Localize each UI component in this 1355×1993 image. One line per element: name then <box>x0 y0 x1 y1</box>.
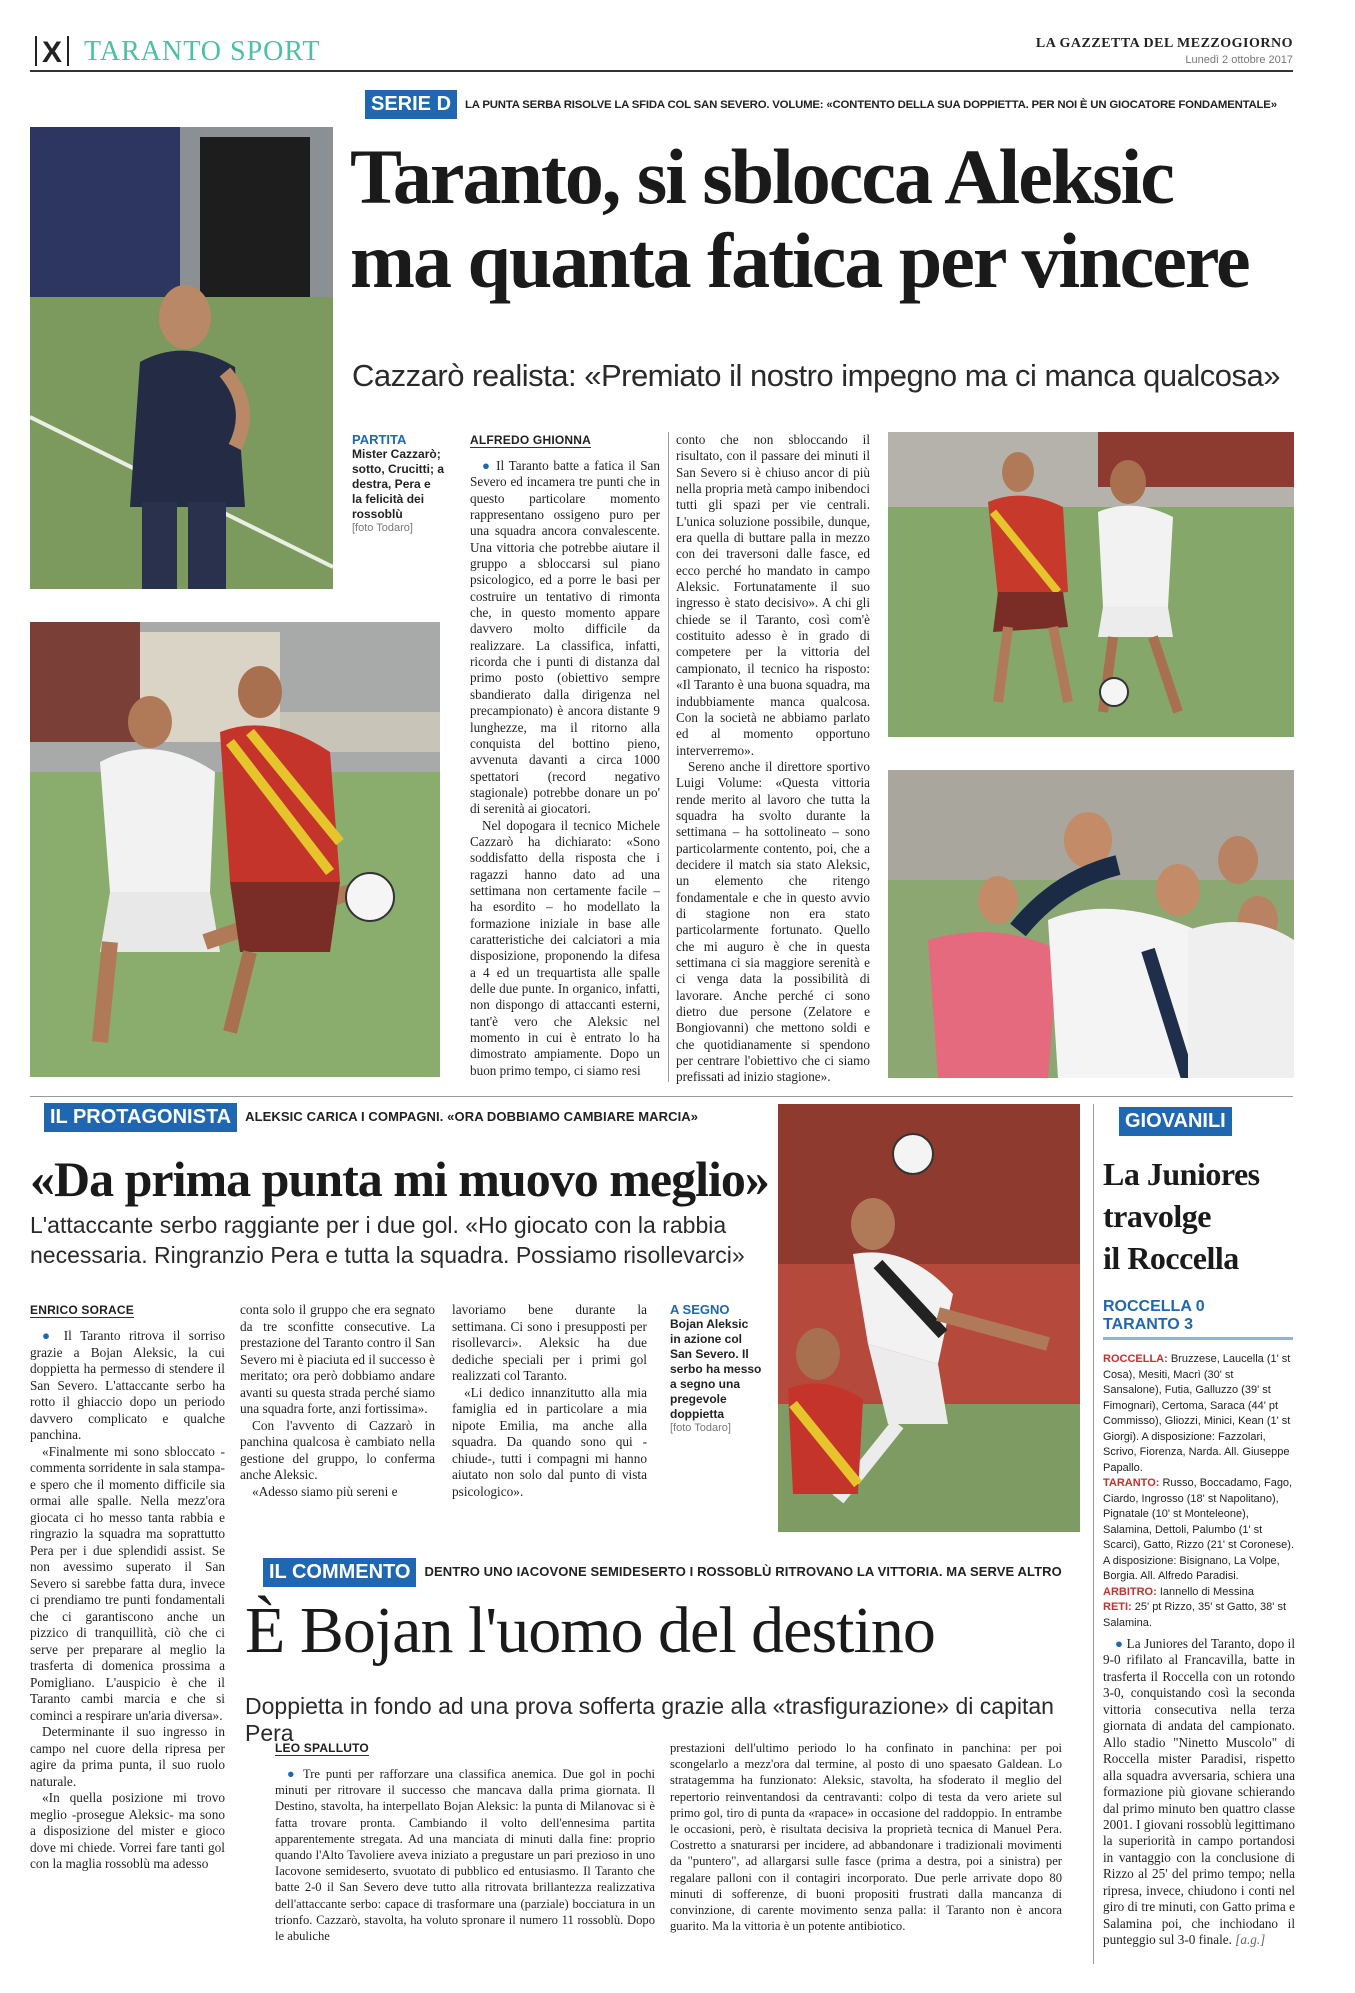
section-divider <box>30 1096 1293 1097</box>
main-kicker-row <box>365 90 1295 119</box>
giovanili-headline-line: La Juniores <box>1103 1156 1260 1192</box>
lineup-roccella <box>1103 1352 1295 1476</box>
protagonista-paragraph: Il Taranto ritrova il sorriso grazie a Bojan Aleksic, la cui doppietta ha permesso di stendere il San Severo. L'attaccante serbo ha rotto il ghiaccio dopo un periodo davvero complicato e qualche panchina. <box>30 1328 225 1442</box>
commento-kicker: DENTRO UNO IACOVONE SEMIDESERTO I ROSSOBLÙ RITROVANO LA VITTORIA. MA SERVE ALTRO <box>424 1564 1062 1579</box>
giovanili-headline-line: il Roccella <box>1103 1240 1239 1276</box>
main-paragraph: Sereno anche il direttore sportivo Luigi Volume: «Questa vittoria rende merito al lavoro che tutta la squadra ha svolto durante la settimana – ha sottolineato – sono particolarmente contento, poi, che a decidere il match sia stato Aleksic, un elemento che ritengo fondamentale e che in questo avvio di stagione non era stato particolarmente fortunato. Quello che mi auguro è che in questa settimana ci sia maggiore serenità e ci venga data la possibilità di lavorare. Anche perché ci sono dietro due persone (Zelatore e Bongiovanni) che mettono soldi e che quotidianamente si spendono per centrare l'obiettivo che ci siamo prefissati ad inizio stagione». <box>676 758 870 1085</box>
goals <box>1103 1600 1295 1631</box>
giovanili-paragraph: La Juniores del Taranto, dopo il 9-0 rifilato al Francavilla, batte in trasferta il Roccella con un rotondo 3-0, conquistando così la seconda vittoria consecutiva nella terza giornata di andata del campionato. Allo stadio "Ninetto Muscolo" di Roccella mister Paradisi, rispetto alla squadra avversaria, schiera una formazione più giovane schierando dal primo minuto ben quattro classe 2001. I giovani rossoblù legittimano la superiorità in campo portandosi in vantaggio con la conclusione di Rizzo al 25' del primo tempo; nella ripresa, invece, chiudono i conti nel giro di tre minuti, con Gatto prima e Salamina poi, che inchiodano il punteggio sul 3-0 finale. <box>1103 1636 1295 1948</box>
commento-column-1: LEO SPALLUTO ● Tre punti per rafforzare una classifica anemica. Due gol in pochi minuti per ritrovare il successo che mancava dalla prima giornata. Il Destino, stavolta, ha interpellato Bojan Aleksic: la punta di Milanovac si è fatta trovare pronta. Cambiando il volto dell'ennesima partita apparentemente stregata. Ad una manciata di minuti dalla fine: proprio quando l'Alto Tavoliere aveva iniziato a pregustare un pari prezioso in uno Iacovone semideserto, svuotato di pubblico ed entusiasmo. Il Taranto che batte 2-0 il San Severo deve tutto alla ritrovata brillantezza realizzativa dell'attaccante serbo: capace di trasformare una (parziale) bocciatura in un trionfo. Cazzarò, stavolta, ha voluto spronare il numero 11 rossoblù. Dopo le abuliche <box>275 1741 655 1944</box>
column-divider <box>668 432 669 1082</box>
section-number: X <box>30 36 74 70</box>
protagonista-column-1: ENRICO SORACE ● Il Taranto ritrova il sorriso grazie a Bojan Aleksic, la cui doppietta ha permesso di stendere il San Severo. L'attaccante serbo ha rotto il ghiaccio dopo un periodo davvero complicato e qualche panchina. «Finalmente mi sono sbloccato -commenta sorridente in sala stampa- e spero che il momento difficile sia ormai alle spalle. Nella mezz'ora giocata ci ho messo tanta rabbia e ringrazio la squadra ma soprattutto Pera per i due splendidi assist. Se non avessimo superato il San Severo si sarebbe fatta dura, invece ci prendiamo tre punti fondamentali che ci garantiscono anche un pizzico di tranquillità, ciò che ci serve per preparare al meglio la trasferta di domenica prossima a Pomigliano. L'auspicio è che il Taranto cambi marcia e che si cominci a respirare un'aria diversa». Determinante il suo ingresso in campo nel cuore della ripresa per agire da prima punta, il suo ruolo naturale. «In quella posizione mi trovo meglio -prosegue Aleksic- ma sono a disposizione del mister e gioco dove mi chiede. Vorrei fare tanti gol con la maglia rossoblù ma adesso <box>30 1303 225 1871</box>
protagonista-paragraph: lavoriamo bene durante la settimana. Ci sono i presupposti per risollevarci». Aleksic ha due dediche speciali per i primi gol realizzati col Taranto. <box>452 1302 647 1383</box>
protagonista-paragraph: conta solo il gruppo che era segnato da tre sconfitte consecutive. La prestazione del Taranto contro il San Severo mi è piaciuta ed il successo è meritato; ora però dobbiamo andare avanti su questa strada perché siamo una squadra forte, anzi fortissima». <box>240 1302 435 1416</box>
protagonista-byline: ENRICO SORACE <box>30 1303 134 1317</box>
giovanili-headline <box>1103 1153 1293 1279</box>
photo-credit: [foto Todaro] <box>670 1422 731 1434</box>
main-subheadline: Cazzarò realista: «Premiato il nostro impegno ma ci manca qualcosa» <box>352 358 1280 393</box>
section-title: TARANTO SPORT <box>84 36 321 67</box>
protagonista-kicker: ALEKSIC CARICA I COMPAGNI. «ORA DOBBIAMO CAMBIARE MARCIA» <box>245 1109 699 1124</box>
celebration-photo <box>888 770 1294 1078</box>
main-headline-line-1: Taranto, si sblocca Aleksic <box>350 133 1173 220</box>
protagonista-column-3 <box>452 1302 647 1500</box>
main-photo-caption <box>352 432 444 534</box>
main-kicker: LA PUNTA SERBA RISOLVE LA SFIDA COL SAN SEVERO. VOLUME: «CONTENTO DELLA SUA DOPPIETTA. PER NOI È UN GIOCATORE FONDAMENTALE» <box>465 99 1277 111</box>
giovanili-tag: GIOVANILI <box>1119 1107 1232 1136</box>
referee <box>1103 1585 1295 1601</box>
lineup-label: RETI: <box>1103 1601 1132 1613</box>
publication-date: Lunedì 2 ottobre 2017 <box>1185 54 1293 66</box>
caption-text: Mister Cazzarò; sotto, Crucitti; a destra, Pera e la felicità dei rossoblù <box>352 447 444 521</box>
commento-paragraph: prestazioni dell'ultimo periodo lo ha confinato in panchina: per poi scongelarlo a mezz'ora dal termine, al posto di uno spaesato Galdean. Lo stratagemma ha funzionato: Aleksic, stavolta, ha sfoderato il meglio del repertorio reinventandosi da centravanti: colpo di testa da vero ariete sul primo gol, tiro di punta da «rapace» in occasione del raddoppio. In entrambe le occasioni, però, è risultata decisiva la proprietà tecnica di Manuel Pera. Costretto a snaturarsi per incidere, ad abbandonare i tradizionali movimenti da "puntero", ad allargarsi sulle fasce (prima a destra, poi a sinistra) per regalare palloni con il contagiri incorporato. Due perle arrivate dopo 80 minuti di sofferenze, di buoni propositi frustrati dalla mancanza di convinzione, di carente movimento senza palla: il Taranto non è ancora guarito. Ma la vittoria è un potente antibiotico. <box>670 1741 1062 1934</box>
commento-tag: IL COMMENTO <box>263 1558 416 1587</box>
photo-credit: [foto Todaro] <box>352 522 413 534</box>
match-score <box>1103 1298 1293 1334</box>
protagonista-paragraph: «Finalmente mi sono sbloccato -commenta sorridente in sala stampa- e spero che il momento difficile sia ormai alle spalle. Nella mezz'ora giocata ci ho messo tanta rabbia e ringrazio la squadra ma soprattutto Pera per i due splendidi assist. Se non avessimo superato il San Severo si sarebbe fatta dura, invece ci prendiamo tre punti fondamentali che ci garantiscono anche un pizzico di tranquillità, ciò che ci serve per preparare al meglio la trasferta di domenica prossima a Pomigliano. L'auspicio è che il Taranto cambi marcia e che si cominci a respirare un'aria diversa». <box>30 1443 225 1723</box>
commento-headline: È Bojan l'uomo del destino <box>245 1594 935 1667</box>
protagonista-subheadline: L'attaccante serbo raggiante per i due gol. «Ho giocato con la rabbia necessaria. Ringranzio Pera e tutta la squadra. Possiamo risollevarci» <box>30 1212 745 1268</box>
protagonista-paragraph: «In quella posizione mi trovo meglio -prosegue Aleksic- ma sono a disposizione del mister e gioco dove mi chiede. Vorrei fare tanti gol con la maglia rossoblù ma adesso <box>30 1790 225 1871</box>
commento-paragraph: Tre punti per rafforzare una classifica anemica. Due gol in pochi minuti per ritrovare il successo che mancava dalla prima giornata. Il Destino, stavolta, ha interpellato Bojan Aleksic: la punta di Milanovac si è fatta trovare pronta. Cambiando il volto dell'ennesima partita apparentemente stregata. Ad una manciata di minuti dalla fine: proprio quando l'Alto Tavoliere aveva iniziato a pregustare un pari prezioso in uno Iacovone semideserto, svuotato di pubblico ed entusiasmo. Il Taranto che batte 2-0 il San Severo deve tutto alla ritrovata brillantezza realizzativa dell'attaccante serbo: capace di trasformare una (parziale) bocciatura in un trionfo. Cazzarò, stavolta, ha voluto spronare il numero 11 rossoblù. Dopo le abuliche <box>275 1767 655 1944</box>
match-lineups <box>1103 1352 1295 1631</box>
commento-column-2 <box>670 1740 1062 1934</box>
coach-photo <box>30 127 333 589</box>
protagonista-photo-caption <box>670 1302 762 1434</box>
main-headline-line-2: ma quanta fatica per vincere <box>350 217 1249 304</box>
main-headline <box>350 135 1290 303</box>
giovanili-article: ● La Juniores del Taranto, dopo il 9-0 rifilato al Francavilla, batte in trasferta il Roccella con un rotondo 3-0, conquistando così la seconda vittoria consecutiva nella terza giornata di andata del campionato. Allo stadio "Ninetto Muscolo" di Roccella mister Paradisi, rispetto alla squadra avversaria, schiera una formazione più giovane schierando dal primo minuto ben quattro classe 2001. I giovani rossoblù legittimano la superiorità in campo portandosi in vantaggio con la conclusione di Rizzo al 25' del primo tempo; nella ripresa, invece, chiudono i conti nel giro di tre minuti, con Gatto prima e Salamina poi, che inchiodano il punteggio sul 3-0 finale. [a.g.] <box>1103 1636 1295 1948</box>
lineup-text: Russo, Boccadamo, Fago, Ciardo, Ingrosso (18' st Napolitano), Pignatale (10' st Monteleone), Salamina, Dettoli, Palumbo (1' st Scarci), Gatto, Rizzo (21' st Coronese). A disposizione: Bisignano, La Volpe, Borgia. All. Alfredo Paradisi. <box>1103 1477 1294 1582</box>
lineup-text: Iannello di Messina <box>1159 1585 1255 1598</box>
score-home: ROCCELLA 0 <box>1103 1298 1205 1315</box>
protagonista-paragraph: Determinante il suo ingresso in campo nel cuore della ripresa per agire da prima punta, il suo ruolo naturale. <box>30 1724 225 1789</box>
main-paragraph: Il Taranto batte a fatica il San Severo ed incamera tre punti che in questo particolare momento rappresentano ossigeno puro per una squadra ancora convalescente. Una vittoria che potrebbe aiutare il gruppo a sbloccarsi sul piano psicologico, ed a porre le basi per costruire un tentativo di rimonta che, in questo momento appare davvero molto difficile da realizzare. La classifica, infatti, ricorda che i punti di distanza dal primo posto (obiettivo sempre sbandierato dalla dirigenza nel precampionato) è ancora distante 9 lunghezze, ma il ritorno alla conquista del bottino pieno, avvenuta davanti a circa 1000 spettatori (record negativo stagionale) potrebbe donare un po' di serenità ai giocatori. <box>470 458 661 817</box>
giovanili-signature: [a.g.] <box>1235 1932 1266 1948</box>
header-rule <box>30 70 1293 72</box>
main-byline: ALFREDO GHIONNA <box>470 433 591 447</box>
giovanili-headline-line: travolge <box>1103 1198 1211 1234</box>
caption-label: A SEGNO <box>670 1302 730 1317</box>
main-section-tag: SERIE D <box>365 90 457 119</box>
newspaper-masthead: LA GAZZETTA DEL MEZZOGIORNO <box>1035 36 1293 51</box>
lineup-taranto <box>1103 1476 1295 1585</box>
protagonista-paragraph: «Adesso siamo più sereni e <box>252 1483 398 1499</box>
commento-byline: LEO SPALLUTO <box>275 1741 369 1755</box>
score-away: TARANTO 3 <box>1103 1316 1194 1333</box>
commento-subheadline: Doppietta in fondo ad una prova sofferta grazie alla «trasfigurazione» di capitan Pera <box>245 1693 1054 1746</box>
lineup-text: 25' pt Rizzo, 35' st Gatto, 38' st Salamina. <box>1103 1601 1287 1629</box>
main-article-column-1: ALFREDO GHIONNA ● Il Taranto batte a fatica il San Severo ed incamera tre punti che in questo particolare momento rappresentano ossigeno puro per una squadra ancora convalescente. Una vittoria che potrebbe aiutare il gruppo a sbloccarsi sul piano psicologico, ed a porre le basi per costruire un tentativo di rimonta che, in questo momento appare davvero molto difficile da realizzare. La classifica, infatti, ricorda che i punti di distanza dal primo posto (obiettivo sempre sbandierato dalla dirigenza nel precampionato) è ancora distante 9 lunghezze, ma il ritorno alla conquista del bottino pieno, avvenuta davanti a circa 1000 spettatori (record negativo stagionale) potrebbe donare un po' di serenità ai giocatori. Nel dopogara il tecnico Michele Cazzarò ha dichiarato: «Sono soddisfatto della risposta che i ragazzi hanno dato ad una settimana non certamente facile – ha esordito – ho modellato la formazione iniziale in base alle caratteristiche dei calciatori a mia disposizione, proponendo la difesa a 4 ed un trequartista alle spalle delle due punte. In organico, infatti, non dispongo di attaccanti esterni, tant'è vero che Aleksic nel momento in cui è entrato lo ha dimostrato ampiamente. Dopo un buon primo tempo, ci siamo resi <box>470 433 661 1078</box>
protagonista-kicker-row <box>44 1103 744 1132</box>
lineup-label: ROCCELLA: <box>1103 1353 1168 1365</box>
main-paragraph: Nel dopogara il tecnico Michele Cazzarò ha dichiarato: «Sono soddisfatto della risposta che i ragazzi hanno dato ad una settimana non certamente facile – ha esordito – ho modellato la formazione iniziale in base alle caratteristiche dei calciatori a mia disposizione, proponendo la difesa a 4 ed un trequartista alle spalle delle due punte. In organico, infatti, non dispongo di attaccanti esterni, tant'è vero che Aleksic nel momento in cui è entrato lo ha dimostrato ampiamente. Dopo un buon primo tempo, ci siamo resi <box>470 817 660 1078</box>
protagonista-paragraph: «Li dedico innanzitutto alla mia famiglia ed in particolare a mia nipote Emilia, ma anche alla squadra. Da quando sono qui -chiude-, tutti i compagni mi hanno aiutato non solo dal punto di vista psicologico». <box>452 1384 647 1499</box>
score-rule <box>1103 1337 1293 1340</box>
caption-text: Bojan Aleksic in azione col San Severo. Il serbo ha messo a segno una pregevole doppietta <box>670 1317 762 1421</box>
protagonista-tag: IL PROTAGONISTA <box>44 1103 237 1132</box>
crucitti-action-photo <box>30 622 440 1077</box>
caption-label: PARTITA <box>352 432 407 447</box>
lineup-text: Bruzzese, Laucella (1' st Cosa), Mesiti, Macrì (30' st Sansalone), Futia, Galluzzo (39' st Fimognari), Certoma, Saraca (44' pt Commisso), Gliozzi, Minici, Kean (1' st Giorgi). A disposizione: Fazzolari, Scrivo, Fiorenza, Narda. All. Giuseppe Papallo. <box>1103 1353 1291 1474</box>
protagonista-headline: «Da prima punta mi muovo meglio» <box>30 1151 769 1207</box>
main-article-column-2 <box>676 432 870 1086</box>
lineup-label: ARBITRO: <box>1103 1585 1157 1598</box>
commento-kicker-row <box>263 1558 1083 1587</box>
protagonista-paragraph: Con l'avvento di Cazzarò in panchina qualcosa è cambiato nella gestione del gruppo, lo conferma anche Aleksic. <box>240 1417 435 1482</box>
giovanili-tag-wrap <box>1119 1107 1232 1136</box>
lineup-label: TARANTO: <box>1103 1477 1160 1489</box>
aleksic-action-photo <box>778 1104 1080 1532</box>
main-paragraph: conto che non sbloccando il risultato, con il passare dei minuti il San Severo si è chiuso ancor di più nella propria metà campo inibendoci tutti gli spazi per vie centrali. L'unica soluzione possibile, dunque, era quella di buttare palla in mezzo con dei traversoni dalle fasce, ed ecco perché ho mandato in campo Aleksic. Fortunatamente il suo ingresso è stato decisivo». A chi gli chiede se il Taranto, così com'è costituito adesso è in grado di competere per la vittoria del campionato, il tecnico ha risposto: «Il Taranto è una buona squadra, ma indubbiamente manca qualcosa. Con la società ne abbiamo parlato ed al momento opportuno interverremo». <box>676 432 870 758</box>
match-action-photo <box>888 432 1294 737</box>
column-divider <box>1093 1104 1094 1964</box>
protagonista-column-2 <box>240 1302 435 1500</box>
